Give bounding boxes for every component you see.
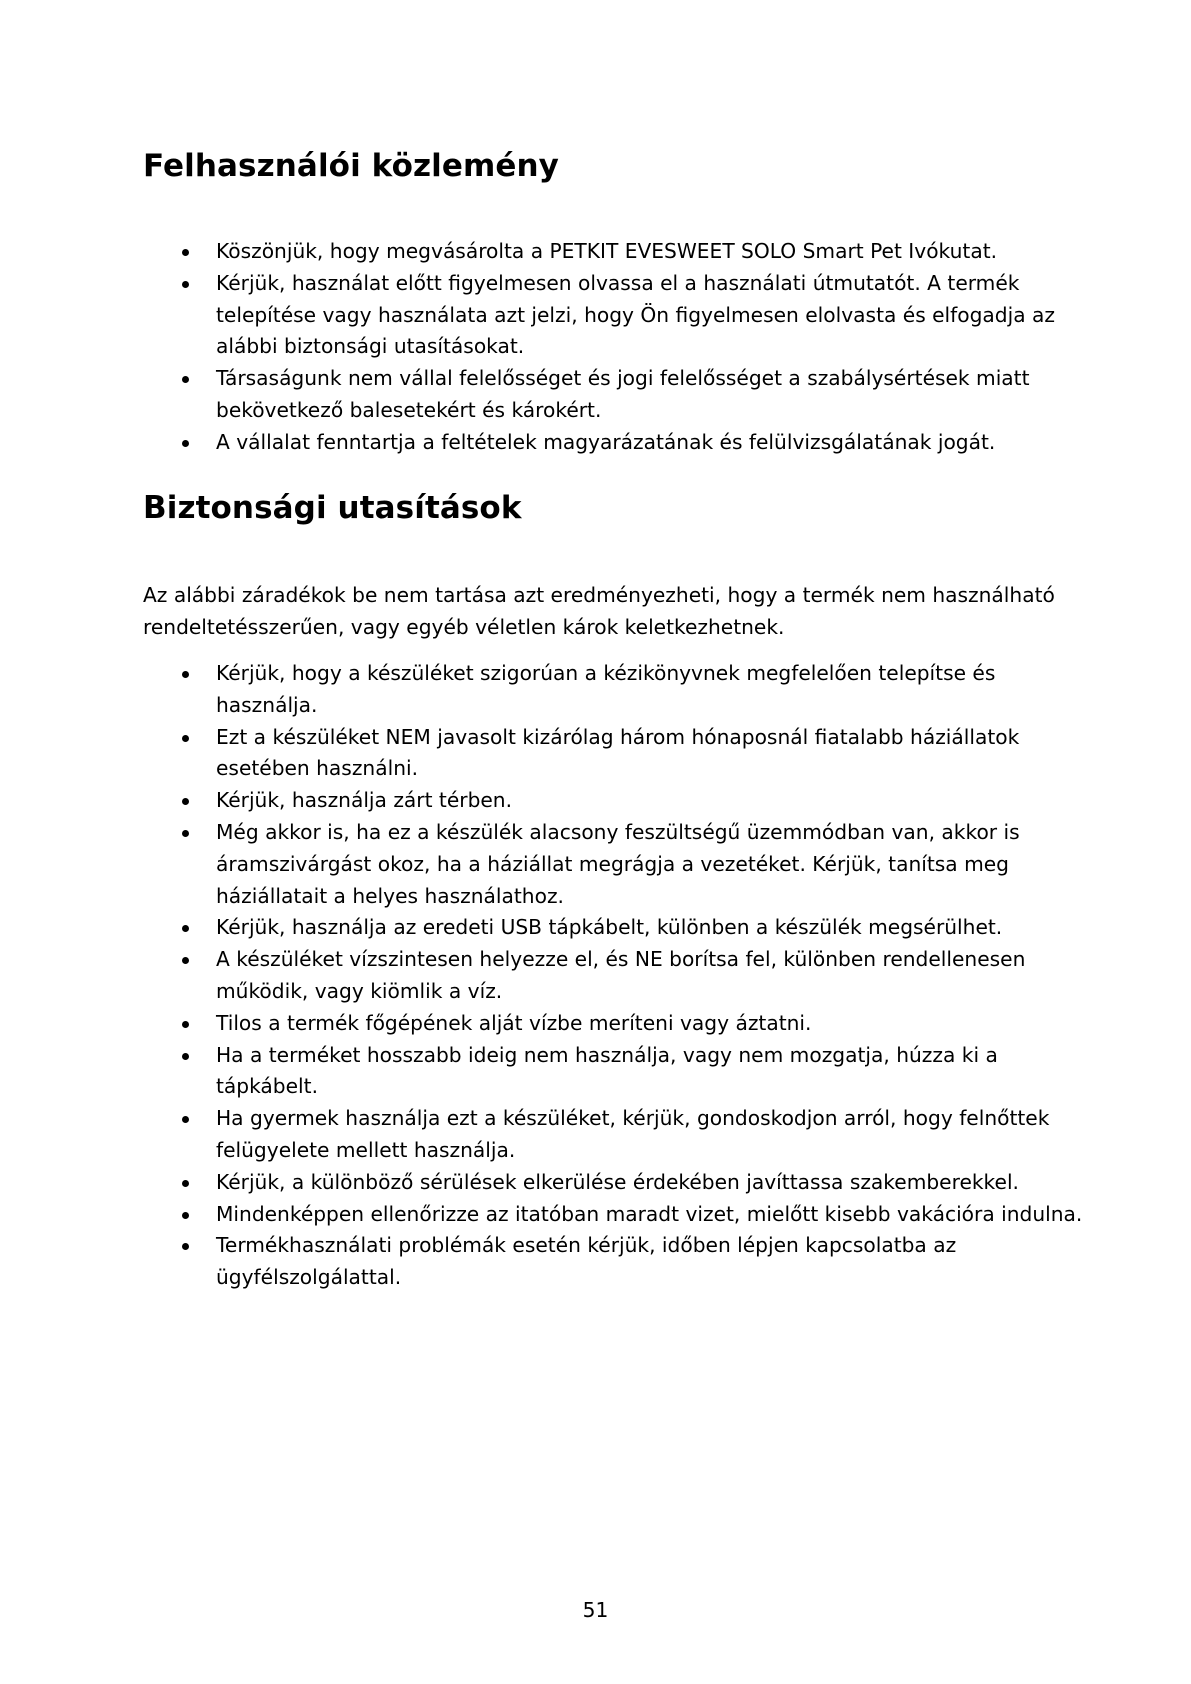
list-item-line: Még akkor is, ha ez a készülék alacsony feszültségű üzemmódban van, akkor is — [216, 819, 1020, 844]
list-item-line: használja. — [216, 692, 318, 717]
list-item-line: Ezt a készüléket NEM javasolt kizárólag három hónaposnál fiatalabb háziállatok — [216, 724, 1020, 749]
list-item — [182, 944, 1082, 1008]
list-item-line: tápkábelt. — [216, 1074, 318, 1099]
bullet-icon — [182, 1212, 189, 1219]
bullet-icon — [182, 249, 189, 256]
list-item-line: Társaságunk nem vállal felelősséget és jogi felelősséget a szabálysértések miatt — [216, 366, 1030, 391]
bullet-icon — [182, 957, 189, 964]
user-notice-list — [182, 236, 1055, 459]
bullet-icon — [182, 281, 189, 288]
list-item — [182, 236, 1055, 268]
list-item-line: Ha a terméket hosszabb ideig nem használja, vagy nem mozgatja, húzza ki a — [216, 1042, 998, 1067]
list-item-line: Kérjük, a különböző sérülések elkerülése érdekében javíttassa szakemberekkel. — [216, 1169, 1019, 1194]
section-heading-safety-instructions: Biztonsági utasítások — [143, 490, 522, 526]
page-number: 51 — [582, 1598, 609, 1622]
list-item-line: esetében használni. — [216, 756, 419, 781]
list-item-line: Tilos a termék főgépének alját vízbe meríteni vagy áztatni. — [216, 1010, 812, 1035]
paragraph-line: rendeltetésszerűen, vagy egyéb véletlen károk keletkezhetnek. — [143, 614, 785, 639]
list-item-line: alábbi biztonsági utasításokat. — [216, 334, 525, 359]
list-item-line: Mindenképpen ellenőrizze az itatóban maradt vizet, mielőtt kisebb vakációra indulna. — [216, 1201, 1083, 1226]
bullet-icon — [182, 925, 189, 932]
list-item-line: Kérjük, használja zárt térben. — [216, 788, 513, 813]
list-item-line: Kérjük, használja az eredeti USB tápkábelt, különben a készülék megsérülhet. — [216, 915, 1003, 940]
safety-instructions-list — [182, 658, 1082, 1294]
bullet-icon — [182, 440, 189, 447]
list-item — [182, 658, 1082, 722]
list-item-line: ügyfélszolgálattal. — [216, 1265, 402, 1290]
list-item-line: A vállalat fenntartja a feltételek magyarázatának és felülvizsgálatának jogát. — [216, 429, 996, 454]
section-heading-user-notice: Felhasználói közlemény — [143, 148, 559, 184]
list-item-line: Köszönjük, hogy megvásárolta a PETKIT EVESWEET SOLO Smart Pet Ivókutat. — [216, 239, 998, 263]
bullet-icon — [182, 1243, 189, 1250]
bullet-icon — [182, 798, 189, 805]
list-item-line: Kérjük, használat előtt figyelmesen olvassa el a használati útmutatót. A termék — [216, 270, 1020, 295]
list-item-line: A készüléket vízszintesen helyezze el, és NE borítsa fel, különben rendellenesen — [216, 947, 1026, 972]
bullet-icon — [182, 671, 189, 678]
list-item — [182, 817, 1082, 912]
list-item-line: bekövetkező balesetekért és károkért. — [216, 397, 602, 422]
list-item — [182, 1040, 1082, 1104]
bullet-icon — [182, 1021, 189, 1028]
list-item-line: áramszivárgást okoz, ha a háziállat megrágja a vezetéket. Kérjük, tanítsa meg — [216, 851, 1009, 876]
list-item — [182, 363, 1055, 427]
list-item-line: Ha gyermek használja ezt a készüléket, kérjük, gondoskodjon arról, hogy felnőttek — [216, 1106, 1050, 1131]
list-item-line: felügyelete mellett használja. — [216, 1137, 516, 1162]
bullet-icon — [182, 735, 189, 742]
list-item — [182, 785, 1082, 817]
paragraph-line: Az alábbi záradékok be nem tartása azt eredményezheti, hogy a termék nem használható — [143, 583, 1055, 607]
list-item-line: Kérjük, hogy a készüléket szigorúan a kézikönyvnek megfelelően telepítse és — [216, 661, 996, 685]
list-item-line: működik, vagy kiömlik a víz. — [216, 978, 503, 1003]
bullet-icon — [182, 1053, 189, 1060]
bullet-icon — [182, 376, 189, 383]
list-item — [182, 1167, 1082, 1199]
list-item — [182, 1008, 1082, 1040]
list-item — [182, 268, 1055, 363]
list-item — [182, 912, 1082, 944]
bullet-icon — [182, 1180, 189, 1187]
list-item — [182, 427, 1055, 459]
list-item-line: telepítése vagy használata azt jelzi, hogy Ön figyelmesen elolvasta és elfogadja az — [216, 302, 1055, 327]
list-item — [182, 1103, 1082, 1167]
safety-intro-paragraph — [143, 580, 1055, 644]
bullet-icon — [182, 1116, 189, 1123]
list-item-line: háziállatait a helyes használathoz. — [216, 883, 564, 908]
bullet-icon — [182, 830, 189, 837]
list-item — [182, 1199, 1082, 1231]
list-item — [182, 722, 1082, 786]
list-item-line: Termékhasználati problémák esetén kérjük, időben lépjen kapcsolatba az — [216, 1233, 957, 1258]
list-item — [182, 1230, 1082, 1294]
